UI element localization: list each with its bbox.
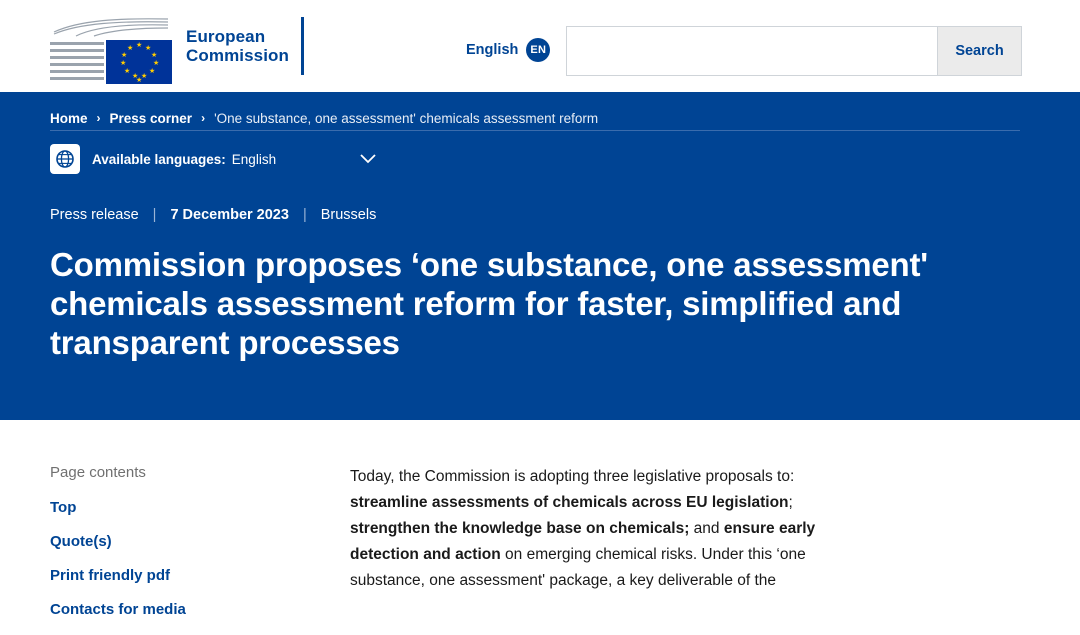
logo-divider	[301, 17, 304, 75]
paragraph-part: and	[689, 520, 724, 537]
page-contents-heading: Page contents	[50, 464, 146, 481]
toc-item-top[interactable]: Top	[50, 499, 77, 516]
meta-type: Press release	[50, 207, 139, 223]
language-switcher-label: English	[466, 42, 519, 58]
chevron-down-icon[interactable]	[360, 151, 376, 168]
logo-text	[186, 27, 289, 65]
breadcrumb-item-press-corner[interactable]: Press corner	[109, 110, 193, 126]
article-paragraph	[350, 464, 860, 594]
paragraph-bold: ensure early detection and action	[350, 520, 816, 563]
paragraph-bold: streamline assessments of chemicals across EU legislation	[350, 494, 789, 511]
search-box	[566, 26, 1022, 76]
meta-divider: |	[152, 207, 157, 223]
paragraph-part: ;	[788, 494, 793, 511]
language-code-badge: EN	[526, 38, 550, 62]
breadcrumb-separator-icon: ›	[96, 111, 101, 125]
search-button[interactable]: Search	[937, 27, 1021, 75]
paragraph-part: on emerging chemical risks. Under this ‘one substance, one assessment' package, a key deliverable of the	[350, 546, 806, 589]
article-meta	[50, 207, 1030, 223]
search-input[interactable]	[567, 27, 937, 75]
article-body	[300, 420, 860, 635]
available-languages-bar[interactable]	[50, 131, 1030, 187]
globe-icon	[50, 144, 80, 174]
breadcrumb-item-home[interactable]: Home	[50, 110, 88, 126]
main-content	[0, 420, 1080, 635]
page-title: Commission proposes ‘one substance, one assessment' chemicals assessment reform for faster, simplified and transparent processes	[50, 246, 928, 361]
meta-location: Brussels	[320, 207, 377, 223]
breadcrumb-item-current: 'One substance, one assessment' chemicals assessment reform	[214, 110, 599, 126]
toc-item-contacts-for-media[interactable]: Contacts for media	[50, 601, 186, 618]
available-languages-label: Available languages:	[92, 151, 226, 167]
toc-item-quotes[interactable]: Quote(s)	[50, 533, 112, 550]
available-languages-value: English	[231, 151, 277, 167]
logo-text-line1: European	[186, 27, 266, 46]
eu-flag-logo	[50, 16, 172, 84]
breadcrumb	[50, 92, 1030, 130]
breadcrumb-separator-icon: ›	[201, 111, 206, 125]
logo-swoosh-icon	[50, 18, 172, 36]
toc-item-print-friendly-pdf[interactable]: Print friendly pdf	[50, 567, 170, 584]
meta-date: 7 December 2023	[170, 207, 289, 223]
eu-flag-blue-field	[106, 40, 172, 84]
paragraph-part: Today, the Commission is adopting three legislative proposals to:	[350, 468, 795, 485]
eu-flag	[50, 40, 172, 86]
language-switcher[interactable]	[466, 38, 550, 62]
hero-banner	[0, 92, 1080, 420]
ec-logo[interactable]	[50, 16, 304, 84]
logo-text-line2: Commission	[186, 46, 290, 65]
site-header	[0, 0, 1080, 92]
paragraph-bold: strengthen the knowledge base on chemicals;	[350, 520, 690, 537]
page-contents-nav	[50, 420, 300, 635]
meta-divider: |	[302, 207, 307, 223]
eu-stars: ★ ★ ★ ★ ★ ★ ★ ★ ★ ★ ★ ★	[120, 42, 160, 84]
